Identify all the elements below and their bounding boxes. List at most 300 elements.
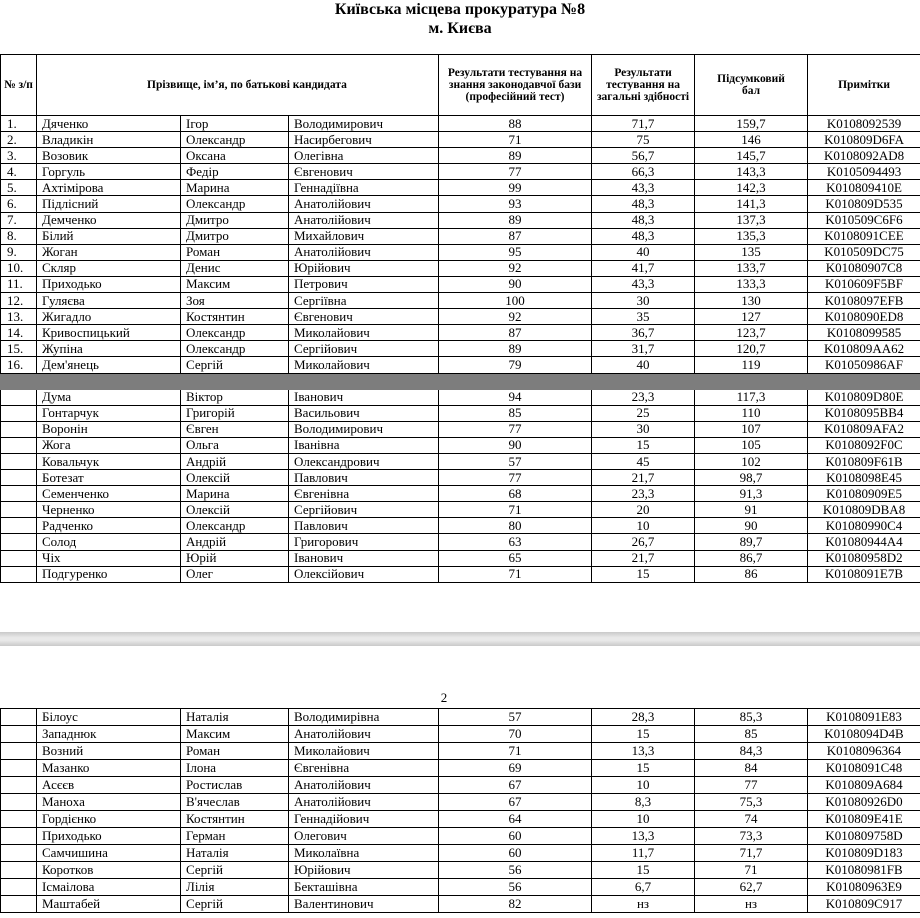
- cell-note: K0108094D4B: [808, 726, 920, 743]
- cell-number: [1, 709, 37, 726]
- table-row: [1, 180, 920, 196]
- cell-number: [1, 566, 37, 582]
- cell-legal-score: 67: [439, 794, 592, 811]
- cell-general-score: 15: [592, 862, 695, 879]
- cell-total-score: 145,7: [695, 148, 808, 164]
- cell-note: K01080944A4: [808, 534, 920, 550]
- cell-patronymic: Миколаївна: [289, 845, 439, 862]
- cell-legal-score: 69: [439, 760, 592, 777]
- cell-total-score: 143,3: [695, 164, 808, 180]
- cell-legal-score: 82: [439, 896, 592, 913]
- cell-patronymic: Анатолійович: [289, 212, 439, 228]
- cell-legal-score: 87: [439, 228, 592, 244]
- cell-first-name: Андрій: [181, 453, 289, 469]
- cell-surname: Черненко: [37, 502, 181, 518]
- cell-number: [1, 486, 37, 502]
- page-break: [0, 632, 920, 646]
- cell-number: [1, 437, 37, 453]
- cell-legal-score: 71: [439, 566, 592, 582]
- cell-note: K0108090ED8: [808, 309, 920, 325]
- cell-general-score: 13,3: [592, 743, 695, 760]
- cell-first-name: Олександр: [181, 132, 289, 148]
- cell-first-name: Марина: [181, 180, 289, 196]
- cell-patronymic: Іванович: [289, 550, 439, 566]
- cell-legal-score: 92: [439, 309, 592, 325]
- cell-number: 7.: [1, 212, 37, 228]
- cell-first-name: Олексій: [181, 470, 289, 486]
- cell-patronymic: Іванівна: [289, 437, 439, 453]
- table-row: [1, 502, 920, 518]
- cell-note: K0108097EFB: [808, 293, 920, 309]
- cell-surname: Кривоспицький: [37, 325, 181, 341]
- cell-note: K01080909E5: [808, 486, 920, 502]
- cell-general-score: 75: [592, 132, 695, 148]
- cell-surname: Гордієнко: [37, 811, 181, 828]
- cell-surname: Манoха: [37, 794, 181, 811]
- cell-first-name: Максим: [181, 726, 289, 743]
- cell-general-score: 56,7: [592, 148, 695, 164]
- cell-surname: Підлісний: [37, 196, 181, 212]
- cell-note: K01080963E9: [808, 879, 920, 896]
- cell-number: [1, 518, 37, 534]
- cell-note: K010809C917: [808, 896, 920, 913]
- table-row: [1, 293, 920, 309]
- cell-legal-score: 77: [439, 164, 592, 180]
- cell-total-score: 91: [695, 502, 808, 518]
- cell-first-name: Костянтин: [181, 309, 289, 325]
- table-row: [1, 709, 920, 726]
- cell-general-score: 23,3: [592, 389, 695, 405]
- table-row: [1, 276, 920, 292]
- cell-general-score: 28,3: [592, 709, 695, 726]
- cell-legal-score: 71: [439, 502, 592, 518]
- table-row: [1, 760, 920, 777]
- cell-surname: Гуляєва: [37, 293, 181, 309]
- cell-general-score: 30: [592, 293, 695, 309]
- cell-first-name: Оксана: [181, 148, 289, 164]
- header-number: № з/п: [1, 55, 37, 116]
- cell-general-score: 36,7: [592, 325, 695, 341]
- cell-total-score: 71: [695, 862, 808, 879]
- cell-legal-score: 93: [439, 196, 592, 212]
- table-row: [1, 437, 920, 453]
- cell-surname: Дяченко: [37, 116, 181, 132]
- cell-total-score: 110: [695, 405, 808, 421]
- cell-legal-score: 60: [439, 845, 592, 862]
- cell-patronymic: Олександрович: [289, 453, 439, 469]
- cell-total-score: 85: [695, 726, 808, 743]
- cell-surname: Владикін: [37, 132, 181, 148]
- cell-surname: Приходько: [37, 828, 181, 845]
- cell-note: K0108098E45: [808, 470, 920, 486]
- cell-number: [1, 550, 37, 566]
- table-row: [1, 534, 920, 550]
- cell-patronymic: Анатолійович: [289, 196, 439, 212]
- cell-general-score: 15: [592, 437, 695, 453]
- cell-legal-score: 89: [439, 148, 592, 164]
- cell-number: [1, 726, 37, 743]
- cell-note: K0108091E83: [808, 709, 920, 726]
- cell-patronymic: Іванович: [289, 389, 439, 405]
- cell-note: K01080990C4: [808, 518, 920, 534]
- cell-number: [1, 453, 37, 469]
- cell-first-name: Ігор: [181, 116, 289, 132]
- cell-total-score: 141,3: [695, 196, 808, 212]
- cell-surname: Демченко: [37, 212, 181, 228]
- cell-number: [1, 811, 37, 828]
- cell-patronymic: Юрійович: [289, 862, 439, 879]
- cell-total-score: нз: [695, 896, 808, 913]
- table-row: [1, 132, 920, 148]
- cell-legal-score: 89: [439, 212, 592, 228]
- cell-note: K01080981FB: [808, 862, 920, 879]
- cell-number: [1, 879, 37, 896]
- cell-patronymic: Миколайович: [289, 743, 439, 760]
- cell-legal-score: 60: [439, 828, 592, 845]
- cell-patronymic: Павлович: [289, 518, 439, 534]
- table-row: [1, 811, 920, 828]
- cell-first-name: Дмитро: [181, 212, 289, 228]
- cell-patronymic: Михайлович: [289, 228, 439, 244]
- table-row: [1, 845, 920, 862]
- cell-first-name: Максим: [181, 276, 289, 292]
- cell-patronymic: Петрович: [289, 276, 439, 292]
- cell-patronymic: Павлович: [289, 470, 439, 486]
- cell-first-name: Ольга: [181, 437, 289, 453]
- cell-note: K0108095BB4: [808, 405, 920, 421]
- cell-note: K010809758D: [808, 828, 920, 845]
- cell-number: [1, 845, 37, 862]
- cell-patronymic: Євгенович: [289, 164, 439, 180]
- cell-general-score: 23,3: [592, 486, 695, 502]
- cell-note: K010809A684: [808, 777, 920, 794]
- cell-general-score: 48,3: [592, 196, 695, 212]
- cell-first-name: Зоя: [181, 293, 289, 309]
- table-row: [1, 309, 920, 325]
- cell-surname: Горгуль: [37, 164, 181, 180]
- cell-first-name: Юрій: [181, 550, 289, 566]
- cell-general-score: 11,7: [592, 845, 695, 862]
- cell-first-name: Сергій: [181, 862, 289, 879]
- cell-patronymic: Олегович: [289, 828, 439, 845]
- table-row: [1, 470, 920, 486]
- cell-patronymic: Геннадіївна: [289, 180, 439, 196]
- cell-surname: Ботезат: [37, 470, 181, 486]
- cell-note: K010809DBA8: [808, 502, 920, 518]
- cell-total-score: 133,3: [695, 276, 808, 292]
- table-row: [1, 879, 920, 896]
- cell-general-score: 26,7: [592, 534, 695, 550]
- cell-legal-score: 65: [439, 550, 592, 566]
- cell-patronymic: Насирбегович: [289, 132, 439, 148]
- cell-patronymic: Сергійович: [289, 341, 439, 357]
- cell-total-score: 127: [695, 309, 808, 325]
- cell-general-score: 48,3: [592, 212, 695, 228]
- cell-patronymic: Володимирович: [289, 116, 439, 132]
- cell-number: 1.: [1, 116, 37, 132]
- cell-total-score: 74: [695, 811, 808, 828]
- cell-note: K0108091C48: [808, 760, 920, 777]
- table-row: [1, 486, 920, 502]
- cell-total-score: 90: [695, 518, 808, 534]
- header-total: Підсумковий бал: [695, 55, 808, 116]
- cell-total-score: 86: [695, 566, 808, 582]
- cell-surname: Дем'янець: [37, 357, 181, 373]
- cell-legal-score: 68: [439, 486, 592, 502]
- cell-number: 8.: [1, 228, 37, 244]
- cell-legal-score: 88: [439, 116, 592, 132]
- cell-note: K010509DC75: [808, 244, 920, 260]
- cell-first-name: Григорій: [181, 405, 289, 421]
- cell-first-name: Олександр: [181, 341, 289, 357]
- cell-legal-score: 89: [439, 341, 592, 357]
- cell-note: K010509C6F6: [808, 212, 920, 228]
- cell-first-name: Дмитро: [181, 228, 289, 244]
- cell-number: 5.: [1, 180, 37, 196]
- cell-surname: Дума: [37, 389, 181, 405]
- cell-surname: Ахтімірова: [37, 180, 181, 196]
- cell-first-name: Марина: [181, 486, 289, 502]
- cell-legal-score: 67: [439, 777, 592, 794]
- table-row: [1, 341, 920, 357]
- cell-note: K0108091CEE: [808, 228, 920, 244]
- cell-total-score: 86,7: [695, 550, 808, 566]
- cell-legal-score: 71: [439, 132, 592, 148]
- cell-surname: Жупіна: [37, 341, 181, 357]
- cell-total-score: 133,7: [695, 260, 808, 276]
- cell-surname: Білоус: [37, 709, 181, 726]
- table-row: [1, 726, 920, 743]
- cell-first-name: Олексій: [181, 502, 289, 518]
- cell-patronymic: Анатолійович: [289, 777, 439, 794]
- cell-number: [1, 777, 37, 794]
- cell-surname: Западнюк: [37, 726, 181, 743]
- cell-patronymic: Сергіївна: [289, 293, 439, 309]
- cell-first-name: Сергій: [181, 357, 289, 373]
- cell-total-score: 89,7: [695, 534, 808, 550]
- cell-general-score: 21,7: [592, 470, 695, 486]
- cell-patronymic: Анатолійович: [289, 244, 439, 260]
- table-row: [1, 116, 920, 132]
- cell-surname: Возовик: [37, 148, 181, 164]
- document-title: Київська місцева прокуратура №8: [334, 1, 586, 18]
- cell-total-score: 120,7: [695, 341, 808, 357]
- table-row: [1, 862, 920, 879]
- cell-general-score: 15: [592, 726, 695, 743]
- table-row: [1, 405, 920, 421]
- cell-patronymic: Олегівна: [289, 148, 439, 164]
- table-row: [1, 421, 920, 437]
- cell-first-name: Олександр: [181, 196, 289, 212]
- cell-patronymic: Миколайович: [289, 357, 439, 373]
- cell-number: [1, 405, 37, 421]
- header-name: Прізвище, ім’я, по батькові кандидата: [37, 55, 439, 116]
- cell-surname: Подгуренко: [37, 566, 181, 582]
- table-row: [1, 828, 920, 845]
- cell-note: K010809410E: [808, 180, 920, 196]
- cell-surname: Солод: [37, 534, 181, 550]
- cell-number: 15.: [1, 341, 37, 357]
- cell-general-score: 10: [592, 811, 695, 828]
- cell-surname: Жигадло: [37, 309, 181, 325]
- cell-total-score: 84: [695, 760, 808, 777]
- cell-patronymic: Анатолійович: [289, 726, 439, 743]
- cell-note: K010809E41E: [808, 811, 920, 828]
- cell-first-name: Ілона: [181, 760, 289, 777]
- cell-general-score: 40: [592, 244, 695, 260]
- cell-general-score: 6,7: [592, 879, 695, 896]
- cell-surname: Гонтарчук: [37, 405, 181, 421]
- cell-number: 13.: [1, 309, 37, 325]
- table-row: [1, 896, 920, 913]
- cell-first-name: Наталія: [181, 709, 289, 726]
- cell-surname: Жога: [37, 437, 181, 453]
- cell-total-score: 123,7: [695, 325, 808, 341]
- cell-general-score: 31,7: [592, 341, 695, 357]
- cell-general-score: 40: [592, 357, 695, 373]
- cell-surname: Семенченко: [37, 486, 181, 502]
- cell-total-score: 91,3: [695, 486, 808, 502]
- cell-general-score: 66,3: [592, 164, 695, 180]
- cell-legal-score: 56: [439, 862, 592, 879]
- cell-legal-score: 64: [439, 811, 592, 828]
- cell-general-score: 15: [592, 760, 695, 777]
- cell-first-name: Ростислав: [181, 777, 289, 794]
- table-row: [1, 260, 920, 276]
- cell-first-name: Федір: [181, 164, 289, 180]
- cell-total-score: 84,3: [695, 743, 808, 760]
- cell-number: [1, 828, 37, 845]
- cell-general-score: 48,3: [592, 228, 695, 244]
- cell-number: 16.: [1, 357, 37, 373]
- cell-general-score: 45: [592, 453, 695, 469]
- cell-patronymic: Сергійович: [289, 502, 439, 518]
- cell-total-score: 98,7: [695, 470, 808, 486]
- cell-total-score: 107: [695, 421, 808, 437]
- table-row: [1, 357, 920, 373]
- cell-first-name: Роман: [181, 244, 289, 260]
- cell-total-score: 117,3: [695, 389, 808, 405]
- cell-note: K01080926D0: [808, 794, 920, 811]
- cell-total-score: 137,3: [695, 212, 808, 228]
- cell-note: K0108092F0C: [808, 437, 920, 453]
- cell-first-name: Олександр: [181, 325, 289, 341]
- cell-number: [1, 794, 37, 811]
- cell-number: 3.: [1, 148, 37, 164]
- cell-general-score: 35: [592, 309, 695, 325]
- cell-first-name: Денис: [181, 260, 289, 276]
- results-table-continued: [0, 708, 920, 913]
- cell-number: 11.: [1, 276, 37, 292]
- cell-surname: Воронін: [37, 421, 181, 437]
- header-general-test: Результати тестування на загальні здібності: [592, 55, 695, 116]
- cell-note: K010809F61B: [808, 453, 920, 469]
- cell-surname: Жоган: [37, 244, 181, 260]
- cell-note: K0108096364: [808, 743, 920, 760]
- cell-general-score: 43,3: [592, 180, 695, 196]
- cell-note: K010809D183: [808, 845, 920, 862]
- cell-surname: Ковальчук: [37, 453, 181, 469]
- cell-first-name: Костянтин: [181, 811, 289, 828]
- cell-number: [1, 896, 37, 913]
- cell-legal-score: 57: [439, 453, 592, 469]
- cell-patronymic: Олексійович: [289, 566, 439, 582]
- cell-general-score: 8,3: [592, 794, 695, 811]
- cell-legal-score: 99: [439, 180, 592, 196]
- cell-note: K0108092539: [808, 116, 920, 132]
- cell-legal-score: 95: [439, 244, 592, 260]
- cell-total-score: 102: [695, 453, 808, 469]
- cell-general-score: 20: [592, 502, 695, 518]
- cell-legal-score: 100: [439, 293, 592, 309]
- cell-patronymic: Євгенівна: [289, 760, 439, 777]
- cell-note: K01080907C8: [808, 260, 920, 276]
- cell-first-name: Герман: [181, 828, 289, 845]
- cell-general-score: 21,7: [592, 550, 695, 566]
- cell-patronymic: Володимирович: [289, 421, 439, 437]
- cell-surname: Самчишина: [37, 845, 181, 862]
- cell-general-score: 13,3: [592, 828, 695, 845]
- cell-legal-score: 77: [439, 470, 592, 486]
- cell-total-score: 71,7: [695, 845, 808, 862]
- cell-legal-score: 71: [439, 743, 592, 760]
- cell-legal-score: 79: [439, 357, 592, 373]
- cell-note: K01050986AF: [808, 357, 920, 373]
- cell-surname: Ісмаілова: [37, 879, 181, 896]
- results-table: [0, 54, 920, 583]
- cell-first-name: В'ячеслав: [181, 794, 289, 811]
- cell-total-score: 159,7: [695, 116, 808, 132]
- table-row: [1, 244, 920, 260]
- cell-patronymic: Васильович: [289, 405, 439, 421]
- cell-legal-score: 80: [439, 518, 592, 534]
- cell-surname: Асєєв: [37, 777, 181, 794]
- separator-row: [1, 373, 920, 389]
- cell-patronymic: Григорович: [289, 534, 439, 550]
- cell-patronymic: Євгенівна: [289, 486, 439, 502]
- cell-number: [1, 862, 37, 879]
- cell-total-score: 130: [695, 293, 808, 309]
- cell-first-name: Олег: [181, 566, 289, 582]
- cell-total-score: 135,3: [695, 228, 808, 244]
- cell-number: 14.: [1, 325, 37, 341]
- cell-legal-score: 90: [439, 437, 592, 453]
- cell-general-score: 25: [592, 405, 695, 421]
- cell-first-name: Олександр: [181, 518, 289, 534]
- cell-number: [1, 389, 37, 405]
- cell-general-score: 10: [592, 518, 695, 534]
- table-row: [1, 325, 920, 341]
- cell-note: K0108092AD8: [808, 148, 920, 164]
- cell-total-score: 62,7: [695, 879, 808, 896]
- cell-note: K0105094493: [808, 164, 920, 180]
- cell-number: [1, 470, 37, 486]
- document-subtitle: м. Києва: [428, 20, 492, 37]
- cell-note: K010809D535: [808, 196, 920, 212]
- cell-legal-score: 85: [439, 405, 592, 421]
- cell-first-name: Роман: [181, 743, 289, 760]
- cell-surname: Маштабей: [37, 896, 181, 913]
- cell-patronymic: Миколайович: [289, 325, 439, 341]
- cell-note: K010809AFA2: [808, 421, 920, 437]
- table-row: [1, 566, 920, 582]
- cell-note: K010809D6FA: [808, 132, 920, 148]
- cell-legal-score: 87: [439, 325, 592, 341]
- cell-total-score: 142,3: [695, 180, 808, 196]
- cell-total-score: 135: [695, 244, 808, 260]
- cell-legal-score: 77: [439, 421, 592, 437]
- cell-number: [1, 502, 37, 518]
